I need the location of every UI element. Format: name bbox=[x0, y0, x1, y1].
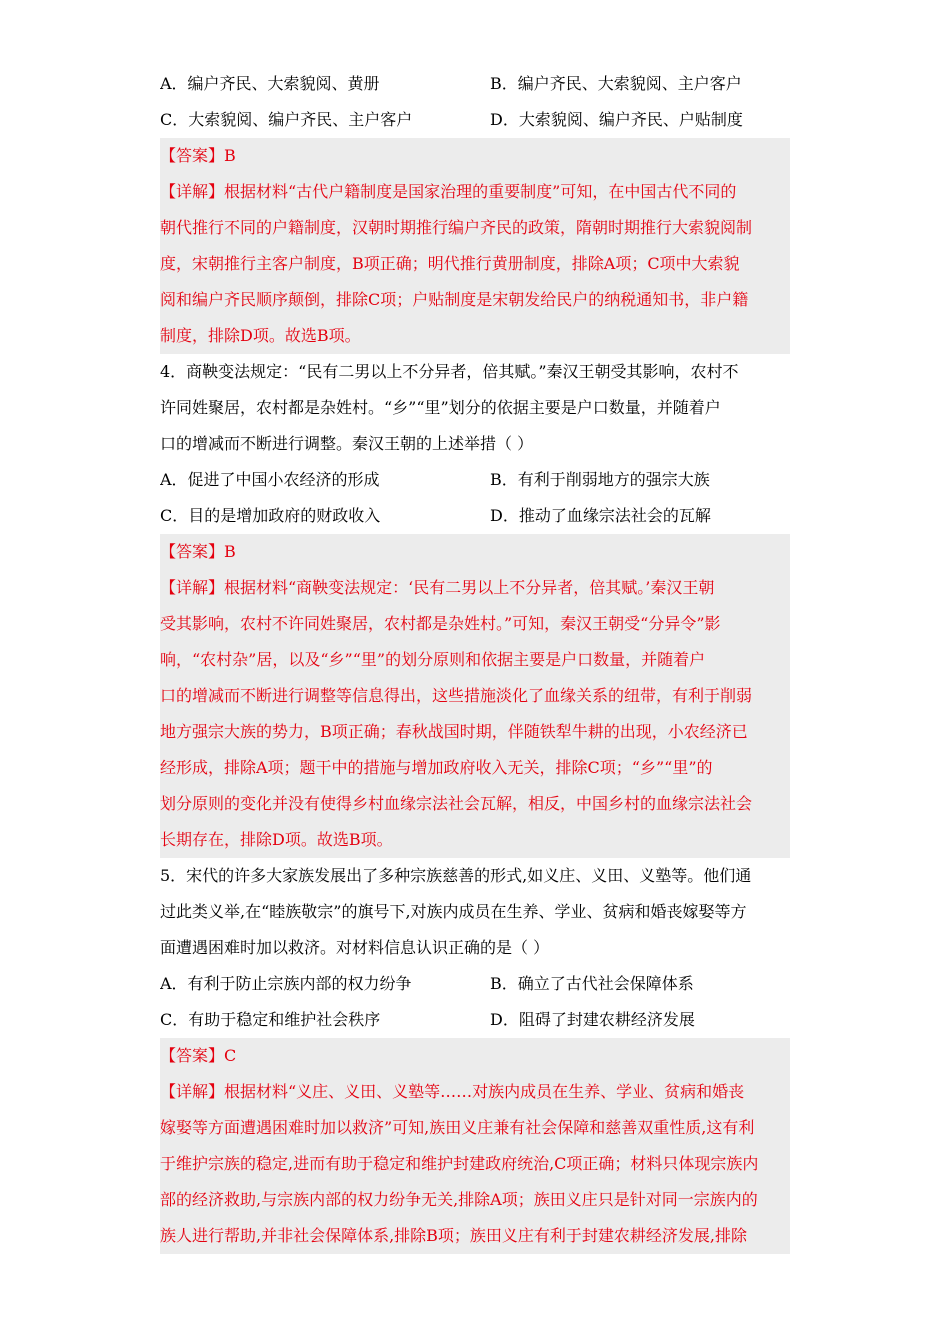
q5-explanation-line: 【详解】根据材料“义庄、义田、义塾等……对族内成员在生养、学业、贫病和婚丧 bbox=[160, 1082, 745, 1101]
q4-explanation-line: 口的增减而不断进行调整等信息得出，这些措施淡化了血缘关系的纽带，有利于削弱 bbox=[160, 686, 753, 705]
q4-options-row-2 bbox=[160, 498, 790, 534]
q3-option-d: D．大索貌阅、编户齐民、户贴制度 bbox=[490, 110, 743, 129]
q4-stem bbox=[160, 354, 790, 462]
q4-explanation-line: 经形成，排除A项；题干中的措施与增加政府收入无关，排除C项；“乡”“里”的 bbox=[160, 758, 713, 777]
q4-explanation-line: 地方强宗大族的势力，B项正确；春秋战国时期，伴随铁犁牛耕的出现，小农经济已 bbox=[160, 722, 748, 741]
q3-option-c: C．大索貌阅、编户齐民、主户客户 bbox=[160, 110, 413, 129]
q3-explanation-line: 朝代推行不同的户籍制度，汉朝时期推行编户齐民的政策，隋朝时期推行大索貌阅制 bbox=[160, 218, 753, 237]
q4-explanation-line: 长期存在，排除D项。故选B项。 bbox=[160, 830, 393, 849]
q4-explanation-line: 响，“农村杂”居，以及“乡”“里”的划分原则和依据主要是户口数量，并随着户 bbox=[160, 650, 706, 669]
q5-explanation-line: 族人进行帮助,并非社会保障体系,排除B项；族田义庄有利于封建农耕经济发展,排除 bbox=[160, 1226, 748, 1245]
q5-option-c: C．有助于稳定和维护社会秩序 bbox=[160, 1010, 381, 1029]
q5-option-a: A．有利于防止宗族内部的权力纷争 bbox=[160, 974, 412, 993]
q3-options-row-1 bbox=[160, 66, 790, 102]
q4-stem-line: 口的增减而不断进行调整。秦汉王朝的上述举措（ ） bbox=[160, 434, 534, 453]
q4-option-d: D．推动了血缘宗法社会的瓦解 bbox=[490, 506, 711, 525]
q3-option-a: A．编户齐民、大索貌阅、黄册 bbox=[160, 74, 380, 93]
q5-stem-line: 面遭遇困难时加以救济。对材料信息认识正确的是（ ） bbox=[160, 938, 550, 957]
q5-explanation-line: 于维护宗族的稳定,进而有助于稳定和维护封建政府统治,C项正确；材料只体现宗族内 bbox=[160, 1154, 759, 1173]
q4-option-a: A．促进了中国小农经济的形成 bbox=[160, 470, 380, 489]
q4-stem-line: 许同姓聚居，农村都是杂姓村。“乡”“里”划分的依据主要是户口数量，并随着户 bbox=[160, 398, 721, 417]
q5-stem-line: 5．宋代的许多大家族发展出了多种宗族慈善的形式,如义庄、义田、义塾等。他们通 bbox=[160, 866, 752, 885]
q4-explanation-line: 【详解】根据材料“商鞅变法规定：‘民有二男以上不分异者，倍其赋。’秦汉王朝 bbox=[160, 578, 715, 597]
q3-explanation-line: 阅和编户齐民顺序颠倒，排除C项；户贴制度是宋朝发给民户的纳税通知书，非户籍 bbox=[160, 290, 749, 309]
q5-stem bbox=[160, 858, 790, 966]
q4-stem-line: 4．商鞅变法规定：“民有二男以上不分异者，倍其赋。”秦汉王朝受其影响，农村不 bbox=[160, 362, 739, 381]
q3-option-b: B．编户齐民、大索貌阅、主户客户 bbox=[490, 74, 742, 93]
q5-option-b: B．确立了古代社会保障体系 bbox=[490, 974, 694, 993]
q5-options-row-1 bbox=[160, 966, 790, 1002]
q5-stem-line: 过此类义举,在“睦族敬宗”的旗号下,对族内成员在生养、学业、贫病和婚丧嫁娶等方 bbox=[160, 902, 747, 921]
q4-options-row-1 bbox=[160, 462, 790, 498]
q4-option-c: C．目的是增加政府的财政收入 bbox=[160, 506, 381, 525]
document-page bbox=[160, 66, 790, 1254]
q4-explanation-line: 划分原则的变化并没有使得乡村血缘宗法社会瓦解，相反，中国乡村的血缘宗法社会 bbox=[160, 794, 753, 813]
q5-option-d: D．阻碍了封建农耕经济发展 bbox=[490, 1010, 695, 1029]
q5-answer-block bbox=[160, 1038, 790, 1254]
q4-answer-block bbox=[160, 534, 790, 858]
q4-answer: 【答案】B bbox=[160, 542, 236, 561]
q4-explanation-line: 受其影响，农村不许同姓聚居，农村都是杂姓村。”可知，秦汉王朝受“分异令”影 bbox=[160, 614, 721, 633]
q3-explanation-line: 制度，排除D项。故选B项。 bbox=[160, 326, 361, 345]
q5-explanation-line: 嫁娶等方面遭遇困难时加以救济”可知,族田义庄兼有社会保障和慈善双重性质,这有利 bbox=[160, 1118, 755, 1137]
q5-explanation-line: 部的经济救助,与宗族内部的权力纷争无关,排除A项；族田义庄只是针对同一宗族内的 bbox=[160, 1190, 758, 1209]
q3-explanation-line: 【详解】根据材料“古代户籍制度是国家治理的重要制度”可知，在中国古代不同的 bbox=[160, 182, 737, 201]
q3-explanation-line: 度，宋朝推行主客户制度，B项正确；明代推行黄册制度，排除A项；C项中大索貌 bbox=[160, 254, 740, 273]
q3-answer-block bbox=[160, 138, 790, 354]
q5-options-row-2 bbox=[160, 1002, 790, 1038]
q3-options-row-2 bbox=[160, 102, 790, 138]
q4-option-b: B．有利于削弱地方的强宗大族 bbox=[490, 470, 710, 489]
q3-answer: 【答案】B bbox=[160, 146, 236, 165]
q5-answer: 【答案】C bbox=[160, 1046, 237, 1065]
